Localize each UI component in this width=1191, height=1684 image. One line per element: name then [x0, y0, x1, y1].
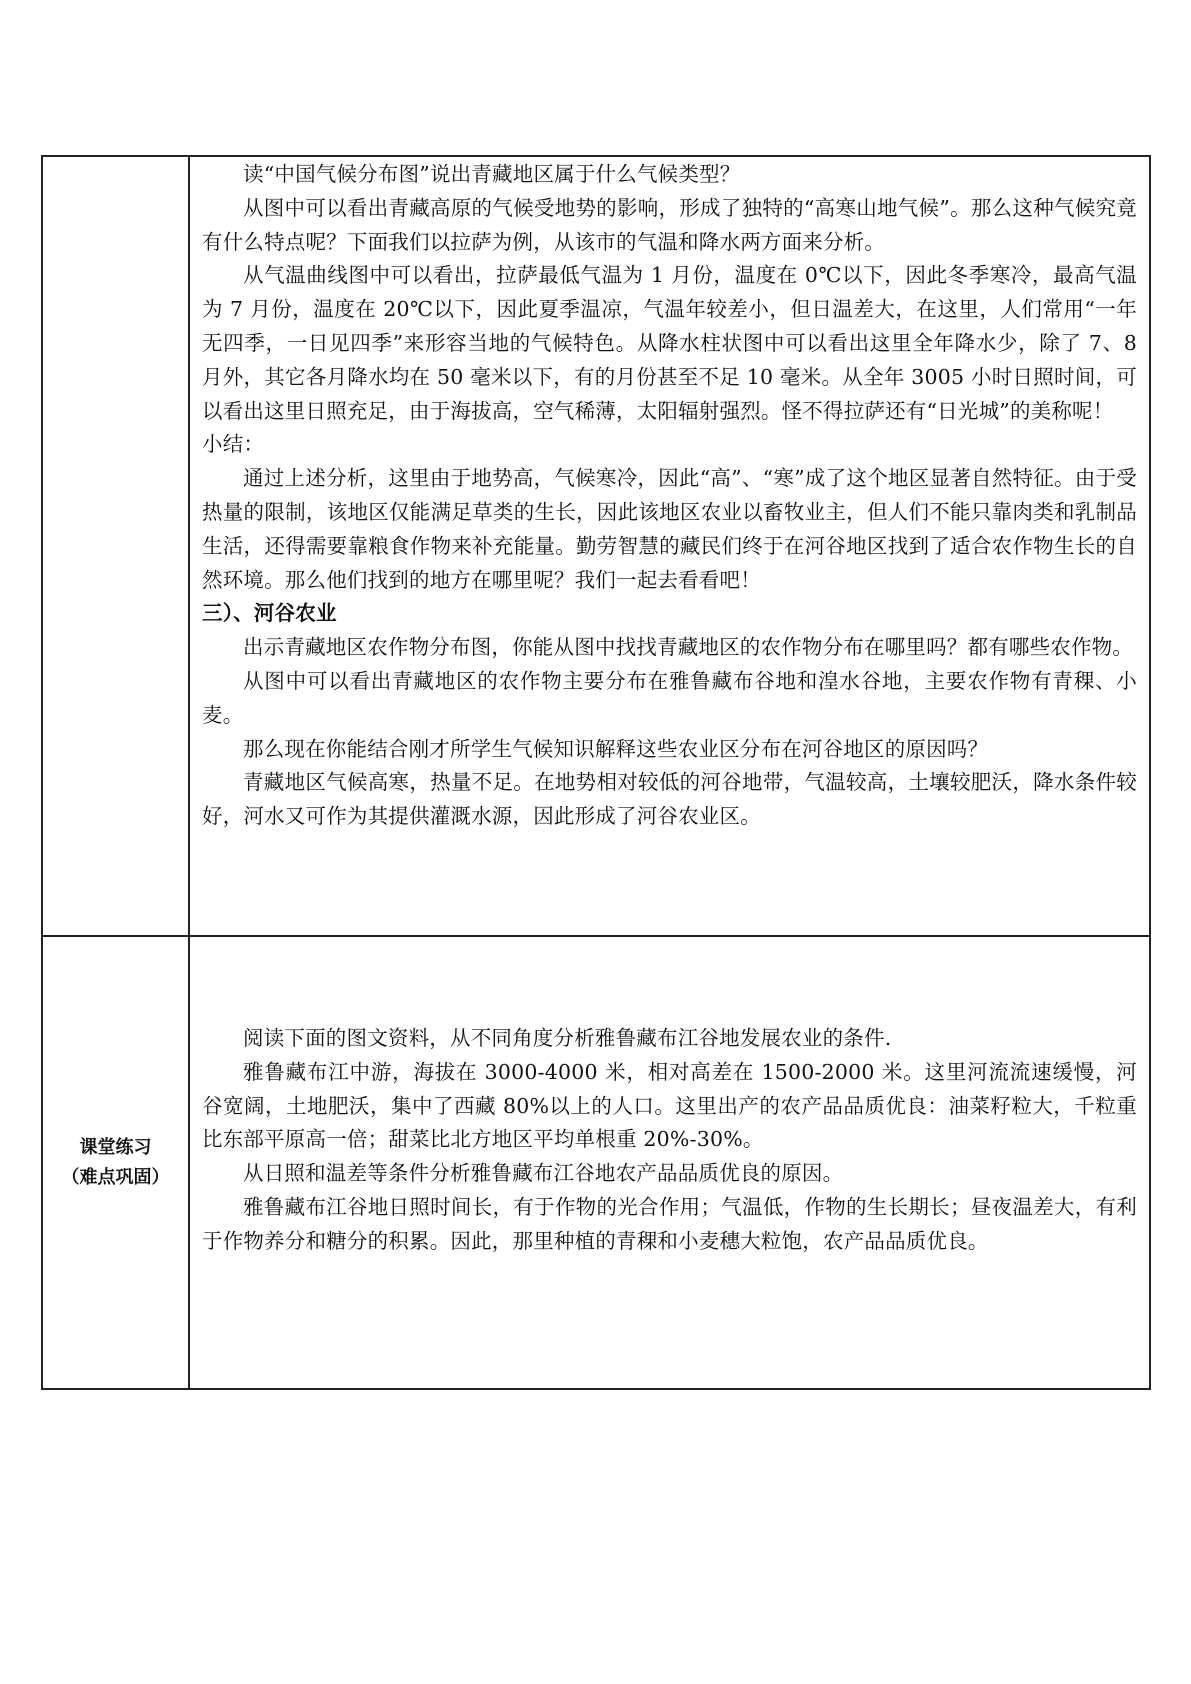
row-label-cell: [42, 936, 189, 1389]
row-label: 课堂练习: [79, 1136, 152, 1158]
paragraph: 雅鲁藏布江谷地日照时间长，有于作物的光合作用；气温低，作物的生长期长；昼夜温差大，有利于作物养分和糖分的积累。因此，那里种植的青稞和小麦穗大粒饱，农产品品质优良。: [202, 1194, 1137, 1253]
row-label-sub: （难点巩固）: [61, 1166, 170, 1188]
lesson-plan-table: [41, 155, 1151, 1390]
paragraph: 雅鲁藏布江中游，海拔在 3000-4000 米，相对高差在 1500-2000 米。这里河流流速缓慢，河谷宽阔，土地肥沃，集中了西藏 80%以上的人口。这里出产的农产品品质优良：油菜籽粒大，千粒重比东部平原高一倍；甜菜比北方地区平均单根重 20%-30%。: [202, 1059, 1137, 1152]
content-body: [190, 157, 1149, 834]
row-label-cell: [42, 156, 189, 936]
paragraph: 青藏地区气候高寒，热量不足。在地势相对较低的河谷地带，气温较高，土壤较肥沃，降水条件较好，河水又可作为其提供灌溉水源，因此形成了河谷农业区。: [202, 770, 1137, 829]
paragraph: 从日照和温差等条件分析雅鲁藏布江谷地农产品品质优良的原因。: [243, 1161, 844, 1186]
paragraph: 出示青藏地区农作物分布图，你能从图中找找青藏地区的农作物分布在哪里吗？都有哪些农作物。: [243, 635, 1134, 660]
paragraph: 从图中可以看出青藏地区的农作物主要分布在雅鲁藏布谷地和湟水谷地，主要农作物有青稞、小麦。: [202, 668, 1137, 727]
paragraph: 从图中可以看出青藏高原的气候受地势的影响，形成了独特的“高寒山地气候”。那么这种气候究竟有什么特点呢？下面我们以拉萨为例，从该市的气温和降水两方面来分析。: [202, 195, 1137, 254]
paragraph: 通过上述分析，这里由于地势高，气候寒冷，因此“高”、“寒”成了这个地区显著自然特征。由于受热量的限制，该地区仅能满足草类的生长，因此该地区农业以畜牧业主，但人们不能只靠肉类和乳制品生活，还得需要靠粮食作物来补充能量。勤劳智慧的藏民们终于在河谷地区找到了适合农作物生长的自然环境。那么他们找到的地方在哪里呢？我们一起去看看吧！: [202, 466, 1137, 592]
content-body: [190, 937, 1149, 1259]
paragraph: 读“中国气候分布图”说出青藏地区属于什么气候类型？: [243, 162, 741, 186]
section-heading: 三）、河谷农业: [202, 601, 337, 626]
paragraph: 小结：: [202, 432, 265, 457]
paragraph: 阅读下面的图文资料，从不同角度分析雅鲁藏布江谷地发展农业的条件.: [243, 1026, 892, 1050]
table-row: [42, 936, 1150, 1389]
paragraph: 从气温曲线图中可以看出，拉萨最低气温为 1 月份，温度在 0℃以下，因此冬季寒冷，最高气温为 7 月份，温度在 20℃以下，因此夏季温凉，气温年较差小，但日温差大，在这里，人们常用“一年无四季，一日见四季”来形容当地的气候特色。从降水柱状图中可以看出这里全年降水少，除了 7、8 月外，其它各月降水均在 50 毫米以下，有的月份甚至不足 10 毫米。从全年 3005 小时日照时间，可以看出这里日照充足，由于海拔高，空气稀薄，太阳辐射强烈。怪不得拉萨还有“日光城”的美称呢！: [202, 263, 1137, 423]
content-cell: [189, 936, 1150, 1389]
table-row: [42, 156, 1150, 936]
content-cell: [189, 156, 1150, 936]
paragraph: 那么现在你能结合刚才所学生气候知识解释这些农业区分布在河谷地区的原因吗？: [243, 736, 989, 761]
